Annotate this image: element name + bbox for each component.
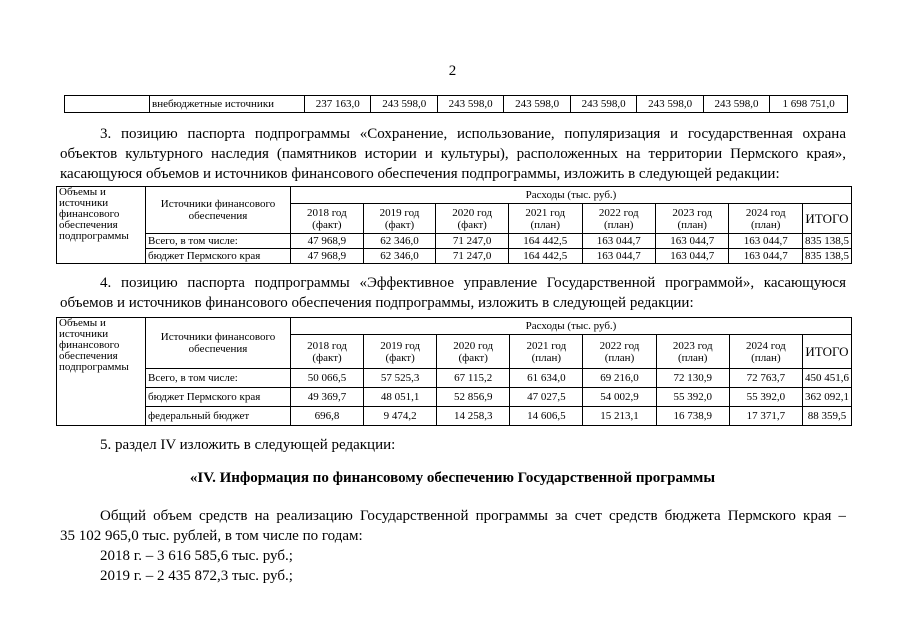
- cell: 163 044,7: [655, 249, 728, 264]
- cell: 243 598,0: [371, 96, 437, 113]
- cell: 163 044,7: [582, 249, 655, 264]
- cell: 48 051,1: [364, 388, 437, 407]
- year-2019-line: 2019 г. – 2 435 872,3 тыс. руб.;: [100, 568, 293, 584]
- cell: 71 247,0: [436, 234, 509, 249]
- cell: 14 606,5: [510, 407, 583, 426]
- cell: 55 392,0: [729, 388, 802, 407]
- body-line2: 35 102 965,0 тыс. рублей, в том числе по годам:: [60, 528, 363, 544]
- cell: 835 138,5: [802, 249, 851, 264]
- cell: 243 598,0: [570, 96, 636, 113]
- year-header: 2019 год (факт): [363, 204, 436, 234]
- cell: 67 115,2: [437, 369, 510, 388]
- cell: 71 247,0: [436, 249, 509, 264]
- cell: 62 346,0: [363, 249, 436, 264]
- year-header: 2022 год (план): [582, 204, 655, 234]
- row-label: Всего, в том числе:: [146, 234, 291, 249]
- table-row: [57, 318, 852, 335]
- cell: 47 968,9: [291, 234, 364, 249]
- cell: 72 130,9: [656, 369, 729, 388]
- item5-text: 5. раздел IV изложить в следующей редакции:: [100, 437, 396, 453]
- table-row: [57, 234, 852, 249]
- cell: 835 138,5: [802, 234, 851, 249]
- row-header: Объемы и источники финансового обеспечения подпрограммы: [57, 187, 146, 264]
- year-header: 2024 год (план): [729, 204, 802, 234]
- cell: 243 598,0: [703, 96, 769, 113]
- cell: 16 738,9: [656, 407, 729, 426]
- year-header: 2020 год (факт): [437, 335, 510, 369]
- cell: 62 346,0: [363, 234, 436, 249]
- cell: 164 442,5: [509, 234, 582, 249]
- cell: 243 598,0: [437, 96, 503, 113]
- cell: 243 598,0: [504, 96, 570, 113]
- item3-line2: объектов культурного наследия (памятников истории и культуры), расположенных на территории Пермского края»,: [60, 146, 846, 162]
- top-row-table: [64, 95, 848, 113]
- year-header: 2023 год (план): [655, 204, 728, 234]
- cell: 72 763,7: [729, 369, 802, 388]
- funding-table-2: [56, 317, 852, 426]
- cell: 237 163,0: [305, 96, 371, 113]
- cell: 52 856,9: [437, 388, 510, 407]
- cell: 54 002,9: [583, 388, 656, 407]
- cell: 49 369,7: [291, 388, 364, 407]
- item4-line1: 4. позицию паспорта подпрограммы «Эффективное управление Государственной программой», касающуюся: [100, 275, 846, 291]
- source-header: Источники финансового обеспечения: [146, 187, 291, 234]
- row-label: федеральный бюджет: [146, 407, 291, 426]
- table-row: [57, 388, 852, 407]
- year-header: 2021 год (план): [509, 204, 582, 234]
- year-header: 2019 год (факт): [364, 335, 437, 369]
- cell: 88 359,5: [802, 407, 851, 426]
- row-header: Объемы и источники финансового обеспечения подпрограммы: [57, 318, 146, 426]
- cell: 164 442,5: [509, 249, 582, 264]
- cell: 17 371,7: [729, 407, 802, 426]
- expenses-header: Расходы (тыс. руб.): [291, 187, 852, 204]
- year-2018-line: 2018 г. – 3 616 585,6 тыс. руб.;: [100, 548, 293, 564]
- cell: 47 027,5: [510, 388, 583, 407]
- cell: 47 968,9: [291, 249, 364, 264]
- cell: 163 044,7: [729, 249, 802, 264]
- cell: 15 213,1: [583, 407, 656, 426]
- funding-table-1: [56, 186, 852, 264]
- cell: 55 392,0: [656, 388, 729, 407]
- page-number: 2: [448, 63, 457, 79]
- total-header: ИТОГО: [802, 204, 851, 234]
- cell: 69 216,0: [583, 369, 656, 388]
- year-header: 2022 год (план): [583, 335, 656, 369]
- table-row: [57, 249, 852, 264]
- cell: 61 634,0: [510, 369, 583, 388]
- cell: 50 066,5: [291, 369, 364, 388]
- row-label: бюджет Пермского края: [146, 388, 291, 407]
- cell: 14 258,3: [437, 407, 510, 426]
- year-header: 2021 год (план): [510, 335, 583, 369]
- item3-line1: 3. позицию паспорта подпрограммы «Сохранение, использование, популяризация и государственная охрана: [100, 126, 846, 142]
- expenses-header: Расходы (тыс. руб.): [291, 318, 852, 335]
- cell: 57 525,3: [364, 369, 437, 388]
- cell: 243 598,0: [637, 96, 703, 113]
- table-row: [57, 369, 852, 388]
- item4-line2: объемов и источников финансового обеспечения подпрограммы, изложить в следующей редакции:: [60, 295, 694, 311]
- cell: 450 451,6: [802, 369, 851, 388]
- source-header: Источники финансового обеспечения: [146, 318, 291, 369]
- cell: 1 698 751,0: [770, 96, 848, 113]
- item3-line3: касающуюся объемов и источников финансового обеспечения подпрограммы, изложить в следующей редакции:: [60, 166, 780, 182]
- year-header: 2020 год (факт): [436, 204, 509, 234]
- table-row: [57, 407, 852, 426]
- section-title: «IV. Информация по финансовому обеспечению Государственной программы: [189, 470, 716, 486]
- cell: 362 092,1: [802, 388, 851, 407]
- table-row: [57, 187, 852, 204]
- cell: 9 474,2: [364, 407, 437, 426]
- year-header: 2023 год (план): [656, 335, 729, 369]
- row-label: внебюджетные источники: [150, 96, 305, 113]
- cell: 163 044,7: [655, 234, 728, 249]
- total-header: ИТОГО: [802, 335, 851, 369]
- row-label: Всего, в том числе:: [146, 369, 291, 388]
- cell: 696,8: [291, 407, 364, 426]
- cell: 163 044,7: [729, 234, 802, 249]
- table-row: [65, 96, 848, 113]
- year-header: 2018 год (факт): [291, 335, 364, 369]
- cell: 163 044,7: [582, 234, 655, 249]
- row-label: бюджет Пермского края: [146, 249, 291, 264]
- year-header: 2018 год (факт): [291, 204, 364, 234]
- body-line1: Общий объем средств на реализацию Государственной программы за счет средств бюджета Пермского края –: [100, 508, 846, 524]
- year-header: 2024 год (план): [729, 335, 802, 369]
